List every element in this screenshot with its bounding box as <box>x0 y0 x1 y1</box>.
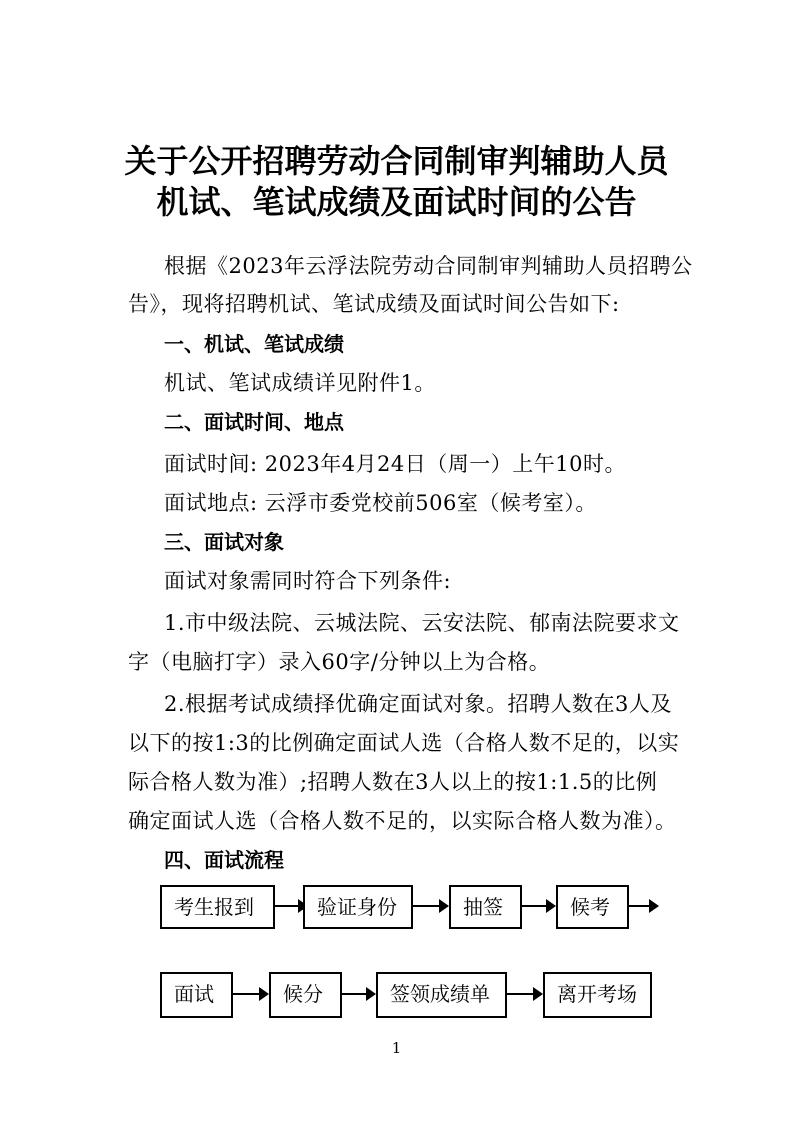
flow-arrow <box>522 905 548 907</box>
flow-arrow <box>413 905 441 907</box>
flow-arrow <box>342 993 368 995</box>
title-line-2: 机试、笔试成绩及面试时间的公告 <box>156 183 637 221</box>
section3-lead: 面试对象需同时符合下列条件: <box>164 569 452 593</box>
flow-step-wait-score: 候分 <box>269 972 342 1018</box>
flow-arrow <box>275 905 300 907</box>
intro-line-2: 告》，现将招聘机试、笔试成绩及面试时间公告如下: <box>128 292 620 316</box>
flow-arrow <box>507 993 535 995</box>
section1-heading: 一、机试、笔试成绩 <box>164 332 344 356</box>
interview-place: 面试地点: 云浮市委党校前506室（候考室）。 <box>164 491 597 515</box>
condition-2-line-1: 2.根据考试成绩择优确定面试对象。招聘人数在3人及 <box>164 692 672 716</box>
condition-2-line-4: 确定面试人选（合格人数不足的，以实际合格人数为准）。 <box>128 809 677 833</box>
flow-step-checkin: 考生报到 <box>160 885 275 929</box>
section2-heading: 二、面试时间、地点 <box>164 410 344 434</box>
section3-heading: 三、面试对象 <box>164 530 284 554</box>
flow-arrow <box>629 905 651 907</box>
condition-2-line-2: 以下的按1:3的比例确定面试人选（合格人数不足的，以实 <box>128 731 680 755</box>
condition-2-line-3: 际合格人数为准）;招聘人数在3人以上的按1:1.5的比例 <box>128 770 658 794</box>
flow-step-verify-identity: 验证身份 <box>303 885 413 929</box>
section4-heading: 四、面试流程 <box>164 848 284 872</box>
flow-step-leave: 离开考场 <box>543 972 652 1018</box>
interview-time: 面试时间: 2023年4月24日（周一）上午10时。 <box>164 452 626 476</box>
flow-step-interview: 面试 <box>160 972 233 1018</box>
title-line-1: 关于公开招聘劳动合同制审判辅助人员 <box>124 142 669 180</box>
condition-1-line-1: 1.市中级法院、云城法院、云安法院、郁南法院要求文 <box>164 611 680 635</box>
page-number: 1 <box>391 1039 402 1057</box>
section1-text: 机试、笔试成绩详见附件1。 <box>164 371 436 395</box>
flow-step-wait: 候考 <box>556 885 629 929</box>
flow-step-draw-lots: 抽签 <box>449 885 522 929</box>
flow-step-sign-score-sheet: 签领成绩单 <box>376 972 507 1018</box>
intro-line-1: 根据《2023年云浮法院劳动合同制审判辅助人员招聘公 <box>164 254 693 278</box>
flow-arrow <box>233 993 261 995</box>
condition-1-line-2: 字（电脑打字）录入60字/分钟以上为合格。 <box>128 650 551 674</box>
